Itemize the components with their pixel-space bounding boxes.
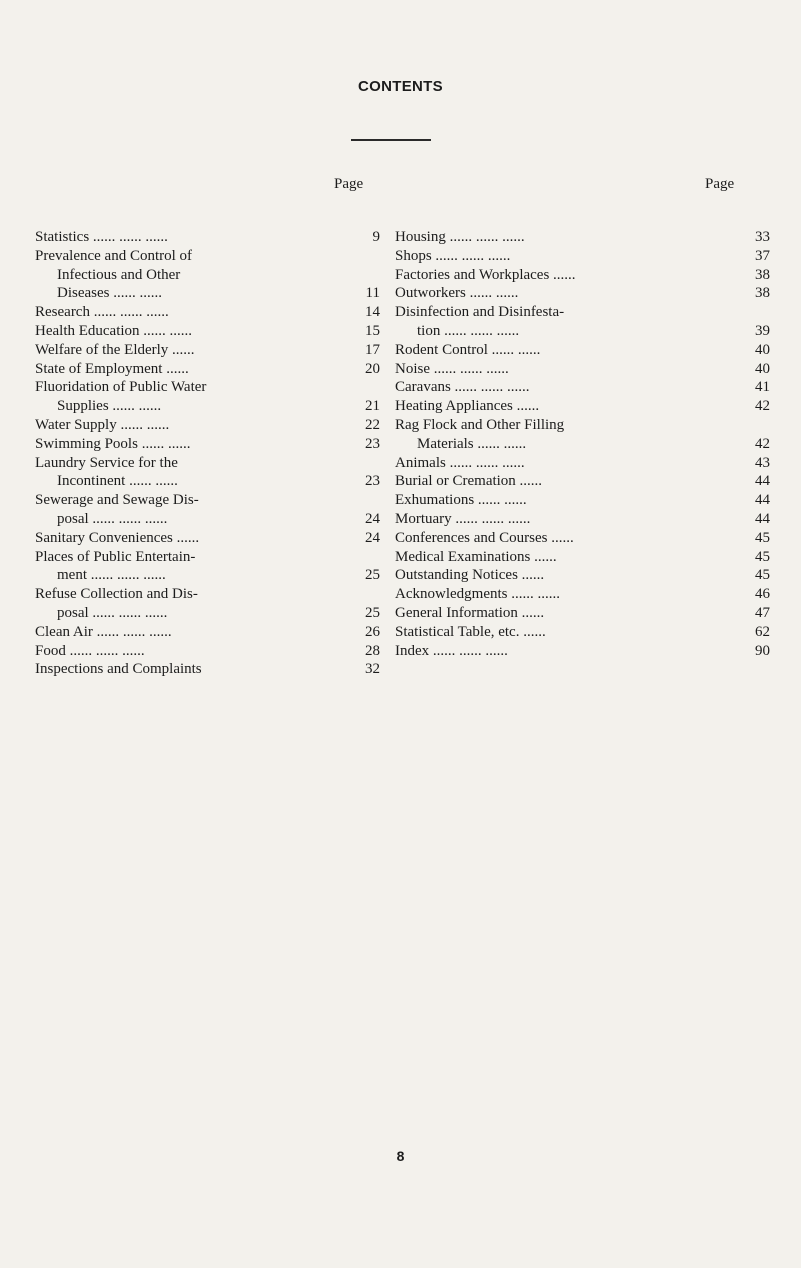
toc-entry-page: 24 (365, 529, 380, 546)
toc-entry-line: General Information ...... (395, 604, 545, 621)
toc-entry-line: Prevalence and Control of (35, 247, 193, 264)
toc-entry-line: Caravans ...... ...... ...... (395, 379, 530, 396)
toc-entry-title (35, 642, 352, 661)
toc-entry-line: Disinfection and Disinfesta- (395, 304, 565, 321)
toc-entry (35, 529, 380, 548)
toc-entry-title (35, 247, 352, 303)
toc-entry-line: Supplies ...... ...... (57, 398, 162, 415)
toc-entry-page: 37 (755, 247, 770, 264)
title-divider (351, 139, 431, 141)
toc-entry-title (395, 266, 742, 285)
toc-entry (35, 435, 380, 454)
toc-entry-title (395, 397, 742, 416)
toc-entry (395, 303, 770, 341)
toc-entry (395, 491, 770, 510)
toc-left-column (35, 228, 380, 679)
toc-entry-line: Outstanding Notices ...... (395, 567, 545, 584)
toc-entry-page: 44 (755, 492, 770, 509)
toc-entry-line: Rodent Control ...... ...... (395, 341, 541, 358)
toc-entry-page: 32 (365, 661, 380, 678)
toc-entry (395, 585, 770, 604)
page-number: 8 (396, 1148, 405, 1164)
toc-entry-title (35, 548, 352, 586)
toc-entry-line: Exhumations ...... ...... (395, 492, 527, 509)
toc-entry-title (35, 529, 352, 548)
toc-entry-line: Water Supply ...... ...... (35, 416, 170, 433)
toc-entry-page: 38 (755, 266, 770, 283)
toc-entry (395, 529, 770, 548)
toc-entry-title (395, 228, 742, 247)
toc-entry-title (395, 341, 742, 360)
toc-entry-line: ment ...... ...... ...... (57, 567, 166, 584)
toc-entry-title (395, 284, 742, 303)
toc-entry-line: State of Employment ...... (35, 360, 189, 377)
toc-entry-page: 43 (755, 454, 770, 471)
toc-entry-line: Housing ...... ...... ...... (395, 229, 525, 245)
toc-entry-title (395, 491, 742, 510)
toc-entry-page: 40 (755, 360, 770, 377)
toc-entry-line: Laundry Service for the (35, 454, 178, 471)
toc-entry-title (395, 566, 742, 585)
toc-entry-line: Mortuary ...... ...... ...... (395, 510, 531, 527)
toc-entry-page: 44 (755, 510, 770, 527)
page-column-header-left: Page (334, 176, 364, 192)
toc-entry-line: Conferences and Courses ...... (395, 529, 574, 546)
page-title: CONTENTS (358, 78, 443, 95)
toc-entry (395, 341, 770, 360)
toc-entry-line: Index ...... ...... ...... (395, 642, 508, 659)
toc-entry-title (35, 585, 352, 623)
toc-entry-line: Shops ...... ...... ...... (395, 247, 511, 264)
toc-entry-line: Materials ...... ...... (417, 435, 527, 452)
toc-entry-page: 41 (755, 379, 770, 396)
toc-entry (35, 303, 380, 322)
toc-entry (395, 360, 770, 379)
toc-entry-line: Diseases ...... ...... (57, 285, 162, 302)
toc-entry-page: 25 (365, 604, 380, 621)
toc-entry-page: 62 (755, 623, 770, 640)
toc-entry (35, 585, 380, 623)
toc-right-column (395, 228, 770, 660)
toc-entry-title (35, 454, 352, 492)
toc-entry-page: 44 (755, 473, 770, 490)
toc-entry-line: Noise ...... ...... ...... (395, 360, 509, 377)
toc-entry (395, 284, 770, 303)
toc-entry-page: 90 (755, 642, 770, 659)
toc-entry (35, 623, 380, 642)
toc-entry-page: 20 (365, 360, 380, 377)
toc-entry (35, 454, 380, 492)
toc-entry-page: 21 (365, 398, 380, 415)
toc-entry-title (395, 454, 742, 473)
toc-entry-page: 14 (365, 304, 380, 321)
toc-entry (35, 642, 380, 661)
toc-entry-page: 24 (365, 510, 380, 527)
toc-entry-page: 46 (755, 586, 770, 603)
toc-entry (35, 378, 380, 416)
toc-entry-line: Refuse Collection and Dis- (35, 586, 198, 603)
toc-entry-page: 38 (755, 285, 770, 302)
toc-entry-title (35, 378, 352, 416)
toc-entry-line: Acknowledgments ...... ...... (395, 586, 560, 603)
toc-entry (35, 360, 380, 379)
toc-entry-page: 45 (755, 548, 770, 565)
toc-entry-title (395, 529, 742, 548)
toc-entry-title (395, 472, 742, 491)
toc-entry-page: 22 (365, 416, 380, 433)
toc-entry-line: Heating Appliances ...... (395, 398, 540, 415)
toc-entry-title (395, 604, 742, 623)
toc-entry-title (35, 491, 352, 529)
toc-entry-title (35, 416, 352, 435)
toc-entry-page: 26 (365, 623, 380, 640)
toc-entry-line: Research ...... ...... ...... (35, 304, 169, 321)
toc-entry-line: posal ...... ...... ...... (57, 604, 168, 621)
toc-entry (35, 416, 380, 435)
toc-entry (395, 378, 770, 397)
toc-entry (395, 623, 770, 642)
toc-entry (395, 548, 770, 567)
toc-entry-line: Factories and Workplaces ...... (395, 266, 576, 283)
toc-entry-title (395, 548, 742, 567)
toc-entry (395, 472, 770, 491)
toc-entry-title (395, 360, 742, 379)
toc-entry-line: Animals ...... ...... ...... (395, 454, 525, 471)
toc-entry-page: 42 (755, 398, 770, 415)
toc-entry-page: 28 (365, 642, 380, 659)
toc-entry (35, 491, 380, 529)
toc-entry-title (395, 642, 742, 661)
toc-entry-title (35, 623, 352, 642)
toc-entry-line: Burial or Cremation ...... (395, 473, 543, 490)
toc-entry (35, 228, 380, 247)
toc-entry (395, 604, 770, 623)
toc-entry-title (395, 585, 742, 604)
page-column-header-right: Page (705, 176, 735, 192)
toc-entry-line: Incontinent ...... ...... (57, 473, 178, 490)
toc-entry (395, 397, 770, 416)
toc-entry-page: 23 (365, 473, 380, 490)
toc-entry (35, 660, 380, 679)
toc-entry-title (35, 322, 352, 341)
toc-entry-line: Food ...... ...... ...... (35, 642, 145, 659)
toc-entry (35, 247, 380, 303)
toc-entry (395, 247, 770, 266)
toc-entry-title (35, 435, 352, 454)
toc-entry (395, 510, 770, 529)
toc-entry-page: 45 (755, 529, 770, 546)
toc-entry-line: Fluoridation of Public Water (35, 379, 207, 396)
toc-entry (35, 341, 380, 360)
toc-entry-line: posal ...... ...... ...... (57, 510, 168, 527)
toc-entry-page: 23 (365, 435, 380, 452)
toc-entry-line: Clean Air ...... ...... ...... (35, 623, 172, 640)
toc-entry-title (35, 303, 352, 322)
toc-entry-title (395, 416, 742, 454)
toc-entry-page: 33 (755, 229, 770, 245)
toc-entry-line: Inspections and Complaints (35, 661, 202, 678)
toc-entry-page: 15 (365, 322, 380, 339)
toc-entry-title (35, 341, 352, 360)
toc-entry (395, 266, 770, 285)
toc-entry-page: 39 (755, 322, 770, 339)
toc-entry-page: 9 (372, 229, 380, 245)
toc-entry-page: 47 (755, 604, 770, 621)
toc-entry-line: tion ...... ...... ...... (417, 322, 520, 339)
toc-entry (395, 454, 770, 473)
toc-entry-page: 11 (365, 285, 380, 302)
toc-entry-title (35, 660, 352, 679)
toc-entry (395, 566, 770, 585)
toc-entry (35, 322, 380, 341)
toc-entry-page: 25 (365, 567, 380, 584)
toc-entry-title (395, 247, 742, 266)
toc-entry-line: Health Education ...... ...... (35, 322, 193, 339)
toc-entry-line: Statistics ...... ...... ...... (35, 229, 168, 245)
toc-entry-line: Rag Flock and Other Filling (395, 416, 565, 433)
toc-entry-line: Medical Examinations ...... (395, 548, 557, 565)
toc-entry-title (395, 378, 742, 397)
toc-entry-page: 40 (755, 341, 770, 358)
toc-entry-page: 45 (755, 567, 770, 584)
toc-entry (395, 416, 770, 454)
toc-entry-line: Statistical Table, etc. ...... (395, 623, 546, 640)
toc-entry (395, 228, 770, 247)
toc-entry-page: 42 (755, 435, 770, 452)
toc-entry-line: Sanitary Conveniences ...... (35, 529, 200, 546)
toc-entry-line: Sewerage and Sewage Dis- (35, 492, 199, 509)
toc-entry-title (395, 623, 742, 642)
toc-entry-line: Places of Public Entertain- (35, 548, 196, 565)
toc-entry (35, 548, 380, 586)
toc-entry-line: Infectious and Other (57, 266, 181, 283)
toc-entry-title (35, 360, 352, 379)
toc-entry-title (35, 228, 352, 247)
toc-entry-line: Swimming Pools ...... ...... (35, 435, 191, 452)
toc-entry-title (395, 510, 742, 529)
toc-entry-page: 17 (365, 341, 380, 358)
toc-entry-line: Outworkers ...... ...... (395, 285, 519, 302)
toc-entry (395, 642, 770, 661)
toc-entry-line: Welfare of the Elderly ...... (35, 341, 195, 358)
toc-entry-title (395, 303, 742, 341)
